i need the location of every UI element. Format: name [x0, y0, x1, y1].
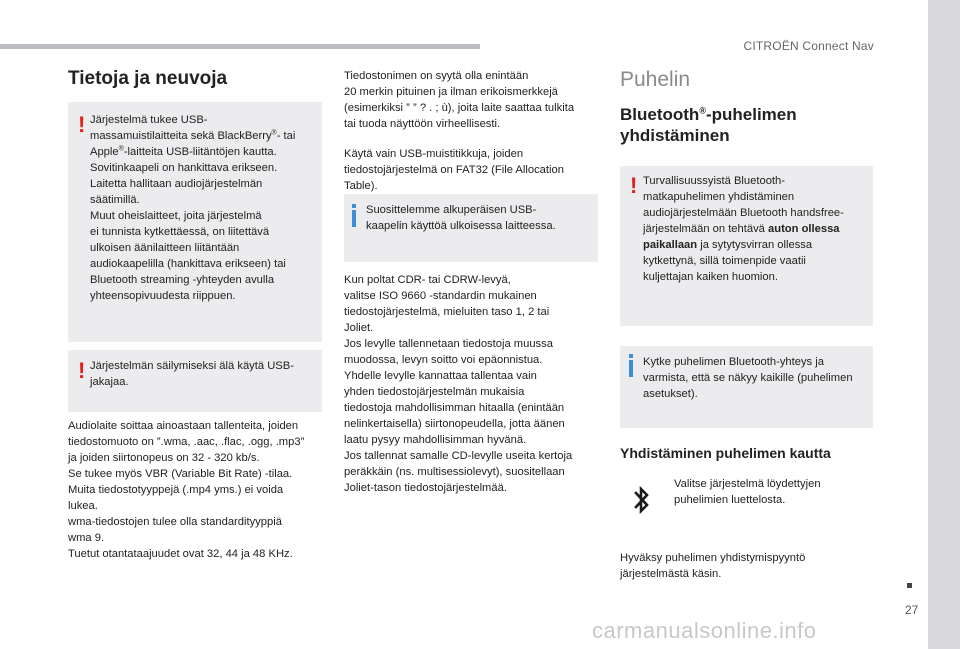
warning-icon: !: [630, 173, 638, 198]
section-title-phone: Puhelin: [620, 68, 691, 91]
registered-mark: ®: [271, 129, 277, 137]
info-text-visibility: Kytke puhelimen Bluetooth-yhteys ja varmista, että se näkyy kaikille (puhelimen asetukset).: [643, 356, 853, 400]
text-span: massamuistilaitteita sekä BlackBerry: [90, 130, 272, 142]
subheading-pair-via-phone: Yhdistäminen puhelimen kautta: [620, 445, 831, 461]
text-span: yhdistäminen: [620, 126, 730, 145]
info-icon: [629, 360, 633, 377]
heading-bluetooth-pairing: [620, 104, 797, 146]
page-number: 27: [905, 603, 919, 617]
paragraph-cd-burn: Kun poltat CDR- tai CDRW-levyä, valitse ISO 9660 -standardin mukainen tiedostojärjestelmä, mieluiten taso 1, 2 tai Joliet. Jos levylle tallennetaan tiedostoja muussa muodossa, levyn soitto voi epäonnistua. Yhdelle levylle kannattaa tallentaa vain yhden tiedostojärjestelmän mukaisia tiedostoja mahdollisimman hitaalla (enintään nelinkertaisella) siirtonopeudella, jotta äänen laatu pysyy mahdollisimman hyvänä. Jos tallennat samalle CD-levylle useita kertoja peräkkäin (ns. multisessiolevyt), suositellaan Joliet-tason tiedostojärjestelmää.: [344, 274, 573, 494]
text-span: Apple: [90, 146, 119, 158]
warning-icon: !: [78, 112, 86, 137]
info-text-cable: Suosittelemme alkuperäisen USB- kaapelin käyttöä ulkoisessa laitteessa.: [366, 204, 556, 232]
warning-rest: Sovitinkaapeli on hankittava erikseen. Laitetta hallitaan audiojärjestelmän säätimillä. Muut oheislaitteet, joita järjestelmä ei tunnista kytkettäessä, on liitettävä ulkoisen äänilaitteen liitäntään audiokaapelilla (hankittava erikseen) tai Bluetooth streaming -yhteyden avulla yhteensopivuudesta riippuen.: [90, 162, 286, 302]
text-span: -puhelimen: [705, 105, 797, 124]
warning-text-safety: [643, 173, 871, 285]
bluetooth-icon: [632, 484, 652, 516]
text-span: -laitteita USB-liitäntöjen kautta.: [123, 146, 277, 158]
text-span: Turvallisuussyistä Bluetooth- matkapuhelimen yhdistäminen audiojärjestelmään Bluetooth handsfree- järjestelmään on tehtävä: [643, 175, 844, 235]
warning-line: Järjestelmä tukee USB-: [90, 114, 208, 126]
brand-header: CITROËN Connect Nav: [743, 39, 874, 53]
step-accept-request: Hyväksy puhelimen yhdistymispyyntö järjestelmästä käsin.: [620, 552, 806, 580]
text-span: ja sytytysvirran ollessa kytkettynä, sillä toimenpide vaatii kuljettajan kaiken huomion.: [643, 239, 813, 283]
info-icon: [352, 210, 356, 227]
paragraph-audio-formats: Audiolaite soittaa ainoastaan tallenteita, joiden tiedostomuoto on ”.wma, .aac, .flac, .ogg, .mp3” ja joiden siirtonopeus on 32 - 320 kb/s. Se tukee myös VBR (Variable Bit Rate) -tilaa. Muita tiedostotyyppejä (.mp4 yms.) ei voida lukea. wma-tiedostojen tulee olla standardityyppiä wma 9. Tuetut otantataajuudet ovat 32, 44 ja 48 KHz.: [68, 420, 305, 560]
step-select-system: Valitse järjestelmä löydettyjen puhelimien luettelosta.: [674, 478, 821, 506]
paragraph-filename: Tiedostonimen on syytä olla enintään 20 merkin pituinen ja ilman erikoismerkkejä (esimerkiksi ” ” ? . ; ù), joita laite saattaa tulkita tai tuoda näyttöön virheellisesti.: [344, 70, 575, 130]
page-side-tab: [928, 0, 960, 649]
page-marker: [907, 583, 912, 588]
text-span: - tai: [276, 130, 296, 142]
warning-text-usb: [90, 112, 318, 304]
warning-line: [90, 144, 318, 160]
section-title-tips: Tietoja ja neuvoja: [68, 68, 228, 89]
watermark: carmanualsonline.info: [592, 618, 817, 643]
paragraph-fat32: Käytä vain USB-muistitikkuja, joiden tiedostojärjestelmä on FAT32 (File Allocation Table).: [344, 148, 564, 192]
warning-line: [90, 128, 318, 144]
text-span: Bluetooth: [620, 105, 700, 124]
warning-icon: !: [78, 358, 86, 383]
header-rule: [0, 44, 480, 49]
bold-text: auton ollessa paikallaan: [643, 223, 840, 251]
registered-mark: ®: [118, 145, 124, 153]
warning-text-hub: Järjestelmän säilymiseksi älä käytä USB- jakajaa.: [90, 360, 294, 388]
registered-mark: ®: [699, 105, 706, 116]
